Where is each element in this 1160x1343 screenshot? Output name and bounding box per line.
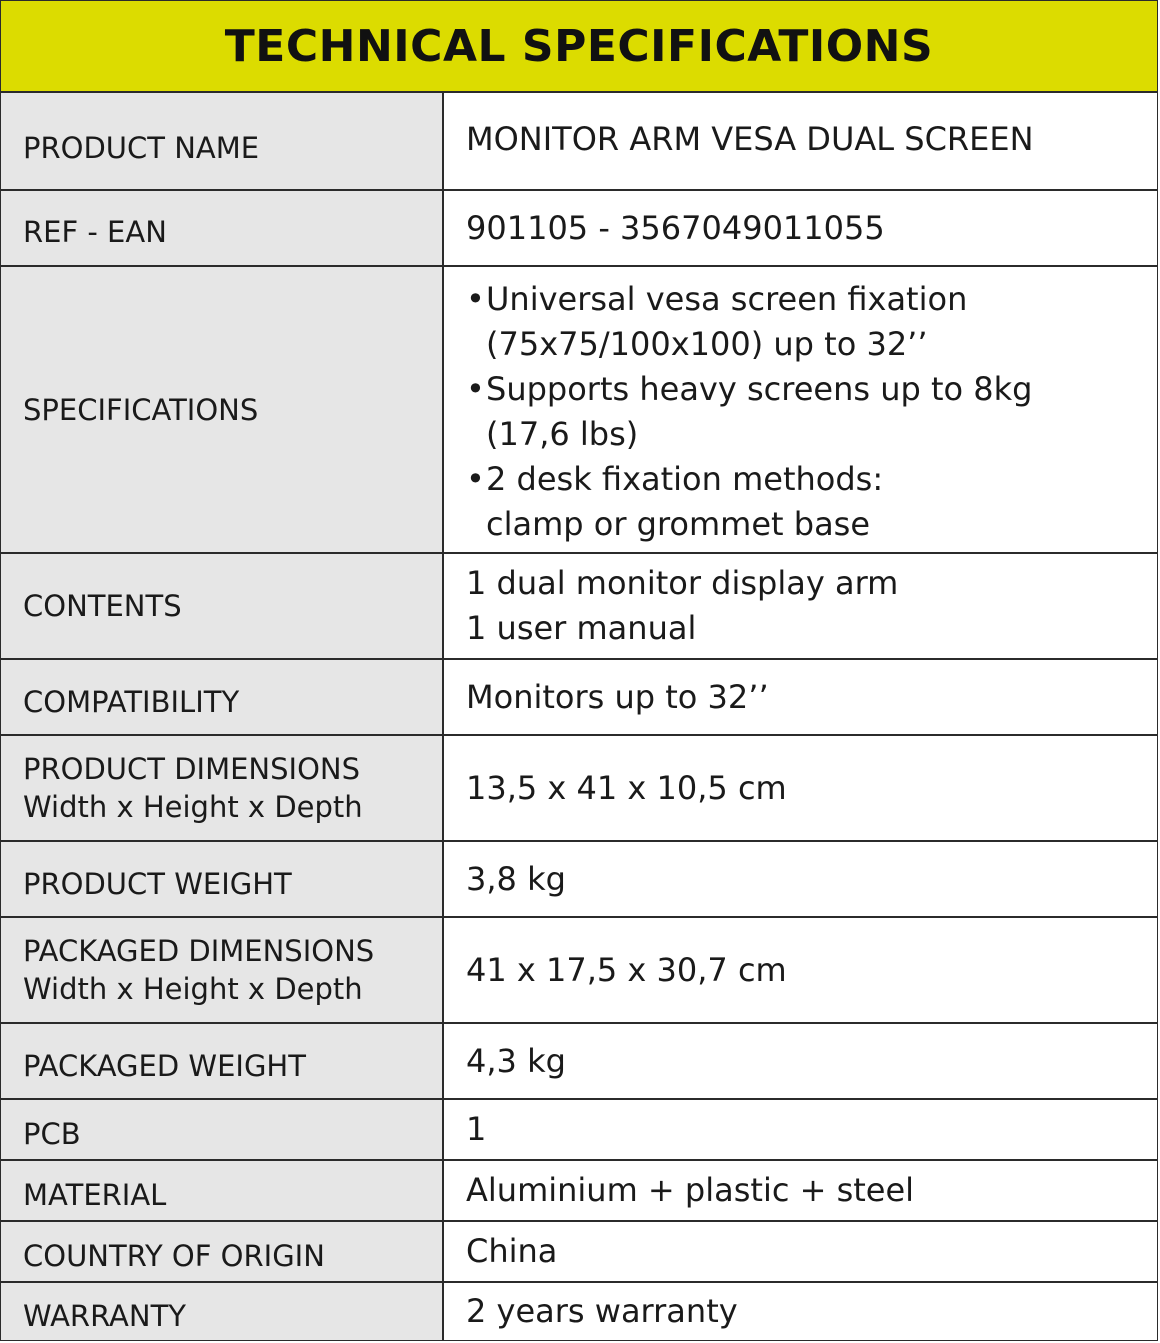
label-sub: Width x Height x Depth: [23, 972, 363, 1006]
row-label: WARRANTY: [1, 1283, 444, 1340]
page-title: TECHNICAL SPECIFICATIONS: [224, 20, 934, 72]
row-specifications: [1, 267, 1157, 554]
bullet-icon: •: [466, 460, 485, 498]
row-compatibility: [1, 660, 1157, 736]
header-banner: [1, 1, 1157, 93]
spec-line: Supports heavy screens up to 8kg: [486, 370, 1033, 408]
spec-item: [466, 457, 1157, 547]
row-value: 3,8 kg: [466, 859, 566, 898]
spec-item: [466, 277, 1157, 367]
row-label: [1, 736, 444, 840]
row-ref-ean: [1, 191, 1157, 267]
row-product-name: [1, 93, 1157, 191]
spec-line: clamp or grommet base: [486, 505, 871, 543]
row-value: 901105 - 3567049011055: [466, 208, 885, 247]
bullet-icon: •: [466, 370, 485, 408]
row-value: 13,5 x 41 x 10,5 cm: [466, 768, 787, 807]
row-value: 1: [466, 1110, 487, 1148]
row-value: MONITOR ARM VESA DUAL SCREEN: [466, 120, 1034, 158]
row-value: Aluminium + plastic + steel: [466, 1171, 915, 1209]
row-label: SPECIFICATIONS: [1, 267, 444, 552]
spec-line: (17,6 lbs): [486, 415, 639, 453]
label-main: PRODUCT DIMENSIONS: [23, 752, 361, 786]
row-label: PACKAGED WEIGHT: [1, 1024, 444, 1098]
spec-list: [444, 267, 1157, 552]
row-value: 2 years warranty: [466, 1292, 738, 1330]
row-product-dimensions: [1, 736, 1157, 842]
row-country-of-origin: [1, 1222, 1157, 1283]
row-pcb: [1, 1100, 1157, 1161]
spec-line: Universal vesa screen fixation: [486, 280, 968, 318]
spec-line: (75x75/100x100) up to 32’’: [486, 325, 928, 363]
row-value: Monitors up to 32’’: [466, 677, 769, 716]
label-sub: Width x Height x Depth: [23, 790, 363, 824]
row-value: China: [466, 1232, 558, 1270]
row-product-weight: [1, 842, 1157, 918]
row-label: REF - EAN: [1, 191, 444, 265]
label-main: PACKAGED DIMENSIONS: [23, 934, 375, 968]
row-value: [444, 554, 1157, 658]
contents-line: 1 dual monitor display arm: [466, 564, 899, 602]
row-packaged-weight: [1, 1024, 1157, 1100]
row-contents: [1, 554, 1157, 660]
row-label: PCB: [1, 1100, 444, 1159]
row-value: 41 x 17,5 x 30,7 cm: [466, 950, 787, 989]
row-label: COMPATIBILITY: [1, 660, 444, 734]
row-value: 4,3 kg: [466, 1041, 566, 1080]
row-label: PRODUCT WEIGHT: [1, 842, 444, 916]
row-label: MATERIAL: [1, 1161, 444, 1220]
spec-line: 2 desk fixation methods:: [486, 460, 884, 498]
row-warranty: [1, 1283, 1157, 1340]
row-label: CONTENTS: [1, 554, 444, 658]
spec-item: [466, 367, 1157, 457]
row-packaged-dimensions: [1, 918, 1157, 1024]
row-label: COUNTRY OF ORIGIN: [1, 1222, 444, 1281]
row-label: [1, 918, 444, 1022]
row-label: PRODUCT NAME: [1, 93, 444, 189]
bullet-icon: •: [466, 280, 485, 318]
row-material: [1, 1161, 1157, 1222]
contents-line: 1 user manual: [466, 609, 697, 647]
